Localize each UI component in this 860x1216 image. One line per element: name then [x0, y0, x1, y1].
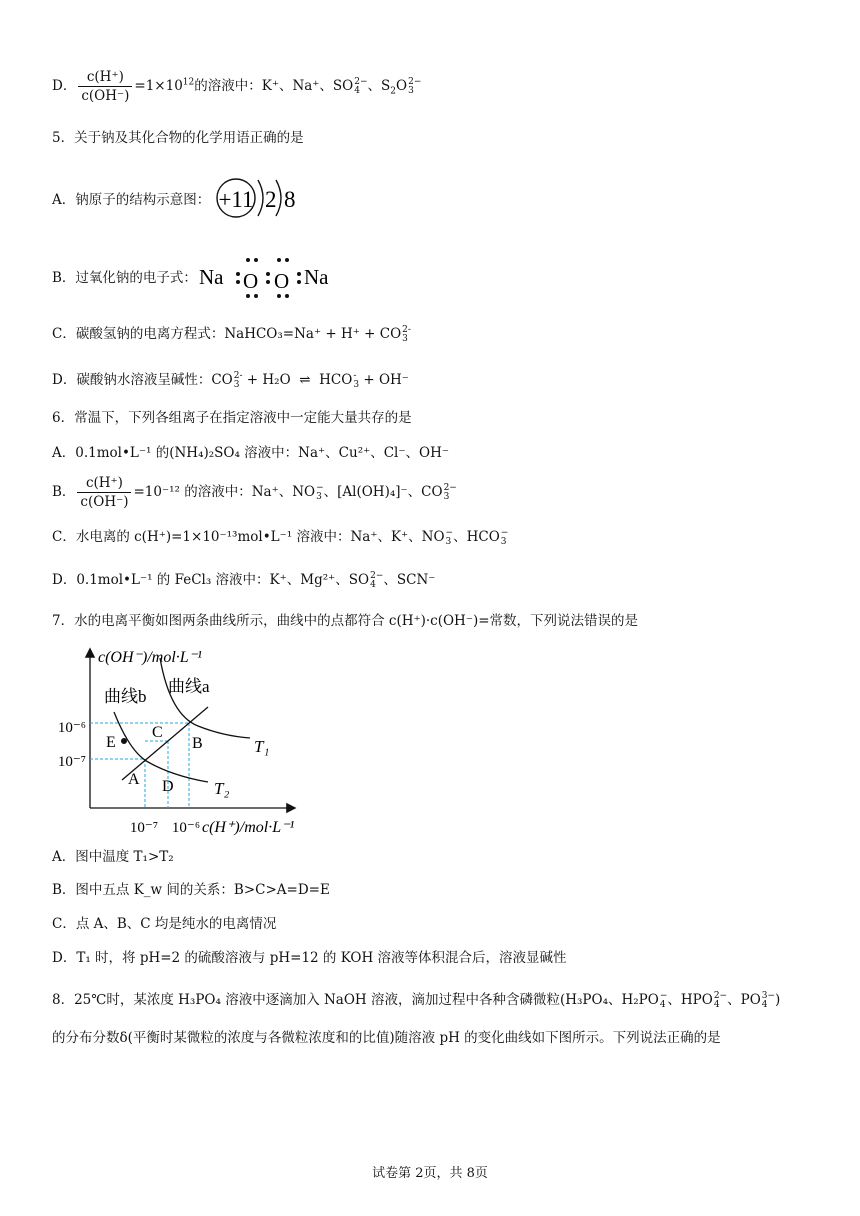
- q6-option-b: B． $\frac{c(H^+)}{c(OH^-)}$ =10⁻¹² 的溶液中：Na⁺、NO − 3 、[Al(OH)₄]⁻、CO 2− 3: [52, 475, 457, 510]
- fraction: $\frac{c(H^+)}{c(OH^-)}$: [77, 474, 131, 511]
- y-tick-2: 10⁻⁷: [57, 754, 86, 770]
- q6-stem: 6．常温下，下列各组离子在指定溶液中一定能大量共存的是: [52, 410, 412, 426]
- y-tick-1: 10⁻⁶: [57, 720, 86, 736]
- curve-b-label: 曲线b: [104, 687, 147, 706]
- q5-option-b: B．过氧化钠的电子式： Na O O Na: [52, 254, 347, 298]
- point-e: E: [106, 734, 116, 751]
- y-axis-label: c(OH⁻)/mol·L⁻¹: [98, 649, 202, 666]
- q5-option-a: A．钠原子的结构示意图： +11 2 8: [52, 176, 300, 220]
- q6-option-a: A．0.1mol•L⁻¹ 的(NH₄)₂SO₄ 溶液中：Na⁺、Cu²⁺、Cl⁻、OH⁻: [52, 445, 449, 461]
- q6-option-c: C．水电离的 c(H⁺)=1×10⁻¹³mol•L⁻¹ 溶液中：Na⁺、K⁺、NO − 3 、HCO − 3: [52, 527, 509, 547]
- q7-option-a: A．图中温度 T₁>T₂: [52, 849, 174, 865]
- x-tick-1: 10⁻⁷: [129, 820, 159, 836]
- shell-1-electrons: 2: [265, 187, 277, 212]
- sodium-atom-diagram: [210, 176, 300, 220]
- curve-a-t1: [160, 658, 250, 738]
- point-a: A: [128, 771, 140, 788]
- t1-label: T₁: [254, 737, 270, 756]
- water-ionization-graph: [48, 640, 338, 840]
- q5-option-d: D．碳酸钠水溶液呈碱性：CO 2- 3 + H₂O ⇌ HCO - 3 + OH⁻: [52, 370, 409, 390]
- q7-option-c: C．点 A、B、C 均是纯水的电离情况: [52, 916, 277, 932]
- t2-label: T₂: [214, 779, 230, 798]
- x-tick-2: 10⁻⁶: [171, 820, 201, 836]
- page-footer: 试卷第 2页，共 8页: [372, 1166, 488, 1181]
- nucleus-label: +11: [218, 187, 254, 212]
- q8-stem-line1: 8．25℃时，某浓度 H₃PO₄ 溶液中逐滴加入 NaOH 溶液，滴加过程中各种含磷微粒(H₃PO₄、H₂PO − 4 、HPO 2− 4 、PO 3− 4 ): [52, 990, 781, 1010]
- q7-option-d: D．T₁ 时，将 pH=2 的硫酸溶液与 pH=12 的 KOH 溶液等体积混合后，溶液显碱性: [52, 950, 567, 966]
- oxygen-2: O: [273, 269, 290, 293]
- oxygen-1: O: [242, 269, 259, 293]
- q6-option-d: D．0.1mol•L⁻¹ 的 FeCl₃ 溶液中：K⁺、Mg²⁺、SO 2− 4 、SCN⁻: [52, 570, 436, 590]
- fraction: $\frac{c(H^+)}{c(OH^-)}$: [78, 68, 132, 105]
- sodium-peroxide-electron-formula: [197, 254, 347, 298]
- point-d: D: [162, 778, 174, 795]
- na-left: Na: [198, 265, 224, 289]
- q7-stem: 7．水的电离平衡如图两条曲线所示，曲线中的点都符合 c(H⁺)·c(OH⁻)=常数，下列说法错误的是: [52, 613, 639, 629]
- q5-stem: 5．关于钠及其化合物的化学用语正确的是: [52, 130, 304, 146]
- shell-2-electrons: 8: [284, 187, 296, 212]
- q4-option-d: D． $\frac{c(H^+)}{c(OH^-)}$ $=1\times 10^{12}$的溶液中：K⁺、Na⁺、SO 2− 4 、$S_2O$ 2− 3: [52, 69, 422, 104]
- na-right: Na: [303, 265, 329, 289]
- q8-stem-line2: 的分布分数δ(平衡时某微粒的浓度与各微粒浓度和的比值)随溶液 pH 的变化曲线如下图所示。下列说法正确的是: [52, 1030, 721, 1046]
- q7-option-b: B．图中五点 K_w 间的关系：B>C>A=D=E: [52, 882, 330, 898]
- curve-a-label: 曲线a: [168, 677, 210, 696]
- point-c: C: [152, 724, 163, 741]
- point-e-dot: [121, 738, 127, 744]
- point-b: B: [192, 735, 203, 752]
- q5-option-c: C．碳酸氢钠的电离方程式：NaHCO₃=Na⁺ + H⁺ + CO 2- 3: [52, 324, 411, 344]
- x-axis-label: c(H⁺)/mol·L⁻¹: [202, 819, 295, 836]
